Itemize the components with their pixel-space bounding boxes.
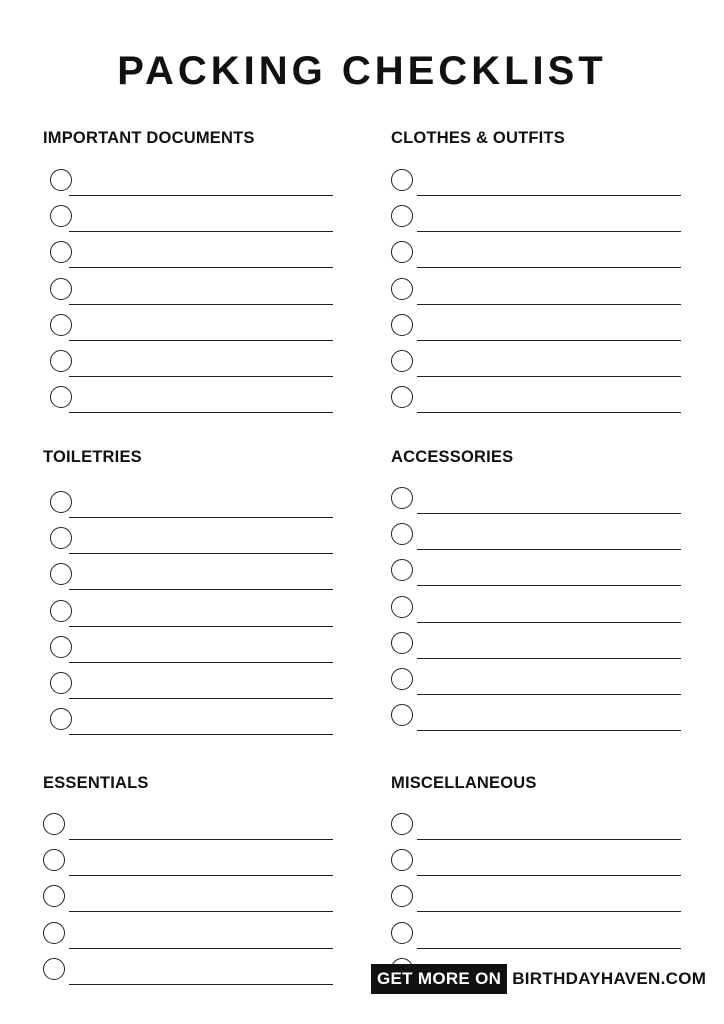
checklist-item[interactable] bbox=[391, 922, 683, 958]
checklist-item[interactable] bbox=[391, 668, 683, 704]
footer-banner[interactable] bbox=[371, 964, 706, 994]
write-line[interactable] bbox=[417, 730, 681, 731]
write-line[interactable] bbox=[417, 694, 681, 695]
write-line[interactable] bbox=[69, 267, 333, 268]
write-line[interactable] bbox=[417, 195, 681, 196]
write-line[interactable] bbox=[417, 231, 681, 232]
checklist-item[interactable] bbox=[391, 632, 683, 668]
write-line[interactable] bbox=[69, 698, 333, 699]
checklist-item[interactable] bbox=[43, 922, 335, 958]
checkbox-circle[interactable] bbox=[391, 813, 413, 835]
write-line[interactable] bbox=[69, 734, 333, 735]
section-title: ESSENTIALS bbox=[43, 774, 149, 792]
checkbox-circle[interactable] bbox=[391, 350, 413, 372]
checkbox-circle[interactable] bbox=[50, 563, 72, 585]
checkbox-circle[interactable] bbox=[391, 885, 413, 907]
section-clothes-outfits bbox=[391, 128, 683, 148]
checklist-item[interactable] bbox=[43, 813, 335, 849]
write-line[interactable] bbox=[69, 839, 333, 840]
checklist-item[interactable] bbox=[43, 314, 335, 350]
write-line[interactable] bbox=[69, 195, 333, 196]
page-title: PACKING CHECKLIST bbox=[117, 49, 607, 93]
write-line[interactable] bbox=[417, 911, 681, 912]
section-important-documents bbox=[43, 128, 335, 148]
checklist-item[interactable] bbox=[391, 169, 683, 205]
write-line[interactable] bbox=[417, 513, 681, 514]
footer-site-link[interactable]: BIRTHDAYHAVEN.COM bbox=[507, 964, 706, 994]
checkbox-circle[interactable] bbox=[391, 849, 413, 871]
checkbox-circle[interactable] bbox=[43, 849, 65, 871]
checklist-item[interactable] bbox=[391, 813, 683, 849]
write-line[interactable] bbox=[69, 376, 333, 377]
write-line[interactable] bbox=[417, 267, 681, 268]
checklist-item[interactable] bbox=[391, 241, 683, 277]
write-line[interactable] bbox=[69, 911, 333, 912]
write-line[interactable] bbox=[417, 948, 681, 949]
checklist-item[interactable] bbox=[391, 523, 683, 559]
checkbox-circle[interactable] bbox=[50, 708, 72, 730]
checklist-item[interactable] bbox=[391, 278, 683, 314]
checkbox-circle[interactable] bbox=[50, 205, 72, 227]
checklist-item[interactable] bbox=[391, 350, 683, 386]
section-accessories bbox=[391, 447, 683, 467]
write-line[interactable] bbox=[417, 549, 681, 550]
checklist-item[interactable] bbox=[391, 487, 683, 523]
write-line[interactable] bbox=[69, 626, 333, 627]
write-line[interactable] bbox=[69, 948, 333, 949]
write-line[interactable] bbox=[417, 585, 681, 586]
checkbox-circle[interactable] bbox=[50, 314, 72, 336]
checkbox-circle[interactable] bbox=[50, 350, 72, 372]
write-line[interactable] bbox=[69, 662, 333, 663]
write-line[interactable] bbox=[69, 553, 333, 554]
write-line[interactable] bbox=[69, 875, 333, 876]
write-line[interactable] bbox=[69, 589, 333, 590]
checklist-item[interactable] bbox=[391, 205, 683, 241]
checklist-item[interactable] bbox=[43, 849, 335, 885]
checklist-item[interactable] bbox=[391, 559, 683, 595]
checkbox-circle[interactable] bbox=[391, 596, 413, 618]
checkbox-circle[interactable] bbox=[391, 241, 413, 263]
checkbox-circle[interactable] bbox=[50, 636, 72, 658]
checkbox-circle[interactable] bbox=[50, 527, 72, 549]
checklist-item[interactable] bbox=[43, 241, 335, 277]
section-title: MISCELLANEOUS bbox=[391, 774, 537, 792]
checklist-item[interactable] bbox=[43, 885, 335, 921]
checklist-item[interactable] bbox=[43, 386, 335, 422]
checkbox-circle[interactable] bbox=[50, 169, 72, 191]
section-miscellaneous bbox=[391, 773, 683, 793]
checkbox-circle[interactable] bbox=[43, 958, 65, 980]
checklist-item[interactable] bbox=[43, 708, 335, 744]
section-title: CLOTHES & OUTFITS bbox=[391, 129, 565, 147]
checkbox-circle[interactable] bbox=[43, 885, 65, 907]
write-line[interactable] bbox=[417, 658, 681, 659]
write-line[interactable] bbox=[417, 875, 681, 876]
checklist-item[interactable] bbox=[43, 491, 335, 527]
checkbox-circle[interactable] bbox=[391, 922, 413, 944]
footer-prefix: GET MORE ON bbox=[371, 964, 507, 994]
write-line[interactable] bbox=[417, 839, 681, 840]
checklist-item[interactable] bbox=[43, 958, 335, 994]
checkbox-circle[interactable] bbox=[391, 632, 413, 654]
checklist-item[interactable] bbox=[43, 563, 335, 599]
checklist-item[interactable] bbox=[43, 636, 335, 672]
checklist-item[interactable] bbox=[43, 205, 335, 241]
checkbox-circle[interactable] bbox=[43, 922, 65, 944]
checkbox-circle[interactable] bbox=[391, 386, 413, 408]
checkbox-circle[interactable] bbox=[391, 169, 413, 191]
checkbox-circle[interactable] bbox=[50, 672, 72, 694]
checkbox-circle[interactable] bbox=[391, 559, 413, 581]
checkbox-circle[interactable] bbox=[391, 523, 413, 545]
checklist-item[interactable] bbox=[391, 849, 683, 885]
checkbox-circle[interactable] bbox=[43, 813, 65, 835]
section-title: TOILETRIES bbox=[43, 448, 142, 466]
checklist-item[interactable] bbox=[43, 600, 335, 636]
checklist-item[interactable] bbox=[43, 527, 335, 563]
checkbox-circle[interactable] bbox=[50, 600, 72, 622]
checklist-item[interactable] bbox=[391, 386, 683, 422]
checkbox-circle[interactable] bbox=[391, 704, 413, 726]
write-line[interactable] bbox=[417, 304, 681, 305]
checkbox-circle[interactable] bbox=[391, 668, 413, 690]
write-line[interactable] bbox=[417, 412, 681, 413]
write-line[interactable] bbox=[69, 412, 333, 413]
checklist-item[interactable] bbox=[43, 169, 335, 205]
write-line[interactable] bbox=[69, 517, 333, 518]
checkbox-circle[interactable] bbox=[50, 241, 72, 263]
write-line[interactable] bbox=[69, 984, 333, 985]
section-title: ACCESSORIES bbox=[391, 448, 514, 466]
write-line[interactable] bbox=[69, 231, 333, 232]
write-line[interactable] bbox=[417, 376, 681, 377]
checklist-item[interactable] bbox=[391, 704, 683, 740]
section-title: IMPORTANT DOCUMENTS bbox=[43, 129, 255, 147]
checkbox-circle[interactable] bbox=[50, 491, 72, 513]
write-line[interactable] bbox=[69, 304, 333, 305]
checklist-item[interactable] bbox=[391, 314, 683, 350]
write-line[interactable] bbox=[69, 340, 333, 341]
write-line[interactable] bbox=[417, 340, 681, 341]
checkbox-circle[interactable] bbox=[391, 487, 413, 509]
checklist-item[interactable] bbox=[391, 885, 683, 921]
checkbox-circle[interactable] bbox=[50, 278, 72, 300]
section-essentials bbox=[43, 773, 335, 793]
checklist-item[interactable] bbox=[43, 278, 335, 314]
checkbox-circle[interactable] bbox=[50, 386, 72, 408]
checkbox-circle[interactable] bbox=[391, 205, 413, 227]
section-toiletries bbox=[43, 447, 335, 467]
checkbox-circle[interactable] bbox=[391, 314, 413, 336]
checkbox-circle[interactable] bbox=[391, 278, 413, 300]
write-line[interactable] bbox=[417, 622, 681, 623]
checklist-item[interactable] bbox=[43, 350, 335, 386]
checklist-item[interactable] bbox=[391, 596, 683, 632]
checklist-item[interactable] bbox=[43, 672, 335, 708]
